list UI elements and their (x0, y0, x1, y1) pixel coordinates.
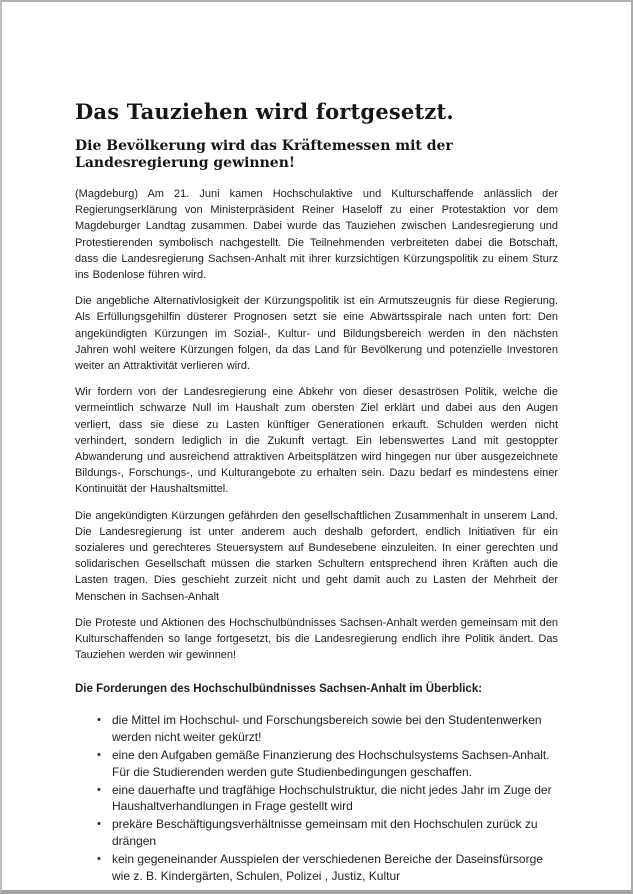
list-item (97, 712, 558, 746)
list-item-text: eine den Aufgaben gemäße Finanzierung des Hochschulsystems Sachsen-Anhalt. Für die Studierenden werden gute Studienbedingungen geschaffen. (112, 748, 550, 779)
list-item (97, 747, 558, 781)
paragraph-kuerzungspolitik: Die angebliche Alternativlosigkeit der Kürzungspolitik ist ein Armutszeugnis für diese Regierung. Als Erfüllungsgehilfin düsterer Prognosen setzt sie eine Abwärtsspirale nach unten fort: Den angekündigten Kürzungen im Sozial-, Kultur- und Bildungsbereich werden in den nächsten Jahren wohl weitere Kürzungen folgen, da das Land für Bevölkerung und potenzielle Investoren weiter an Attraktivität verlieren wird. (75, 295, 558, 373)
list-item-text: kein gegeneinander Ausspielen der verschiedenen Bereiche der Daseinsfürsorge wie z. B. Kindergärten, Schulen, Polizei , Justiz, Kultur (112, 851, 543, 883)
list-item-text: eine dauerhafte und tragfähige Hochschulstruktur, die nicht jedes Jahr im Zuge der Haushaltverhandlungen in Frage gestellt wird (112, 782, 552, 814)
document-subtitle: Die Bevölkerung wird das Kräftemessen mit der Landesregierung gewinnen! (75, 138, 453, 171)
list-item (97, 816, 558, 850)
list-item (97, 782, 558, 816)
list-item (97, 851, 558, 885)
demands-list-heading: Die Forderungen des Hochschulbündnisses Sachsen-Anhalt im Überblick: (75, 683, 483, 696)
bullet-icon: • (97, 714, 101, 727)
paragraph-intro: (Magdeburg) Am 21. Juni kamen Hochschulaktive und Kulturschaffende anlässlich der Regierungserklärung von Ministerpräsident Reiner Haseloff zu einer Protestaktion vor dem Magdeburger Landtag zusammen. Dabei wurde das Tauziehen zwischen Landesregierung und Protestierenden symbolisch nachgestellt. Die Teilnehmenden verbreiteten dabei die Botschaft, dass die Landesregierung Sachsen-Anhalt mit ihrer kurzsichtigen Kürzungspolitik zu einem Sturz ins Bodenlose führen wird. (75, 188, 558, 282)
list-item-text: prekäre Beschäftigungsverhältnisse gemeinsam mit den Hochschulen zurück zu drängen (112, 817, 538, 849)
bullet-icon: • (97, 749, 101, 762)
paragraph-forderung-abkehr: Wir fordern von der Landesregierung eine Abkehr von dieser desaströsen Politik, welche die vermeintlich schwarze Null im Haushalt zum obersten Ziel erklärt und dabei aus den Augen verliert, dass sie diese zu Lasten künftiger Generationen erkauft. Schulden werden nicht verhindert, sondern lediglich in die Zukunft vertagt. Ein lebenswertes Land mit gestoppter Abwanderung und ausreichend attraktiven Arbeitsplätzen wird hingegen nur über ausgezeichnete Bildungs-, Forschungs-, und Kulturangebote zu erhalten sein. Dazu bedarf es mindestens einer Kontinuität der Haushaltsmittel. (75, 386, 558, 496)
paragraph-proteste: Die Proteste und Aktionen des Hochschulbündnisses Sachsen-Anhalt werden gemeinsam mit den Kulturschaffenden so lange fortgesetzt, bis die Landesregierung endlich ihre Politik ändert. Das Tauziehen werden wir gewinnen! (75, 616, 558, 662)
paragraph-zusammenhalt: Die angekündigten Kürzungen gefährden den gesellschaftlichen Zusammenhalt in unserem Land. Die Landesregierung ist unter anderem auch deshalb gefordert, endlich Initiativen für ein sozialeres und gerechteres Steuersystem auf Bundesebene einzuleiten. In einer gerechten und solidarischen Gesellschaft müssen die starken Schultern entsprechend ihren Kräften auch die Lasten tragen. Dies geschieht zurzeit nicht und geht damit auch zu Lasten der Mehrheit der Menschen in Sachsen-Anhalt (75, 509, 558, 603)
list-item-text: die Mittel im Hochschul- und Forschungsbereich sowie bei den Studentenwerken werden nicht weiter gekürzt! (112, 713, 542, 745)
bullet-icon: • (97, 818, 101, 831)
bullet-icon: • (97, 783, 101, 796)
demands-list (75, 712, 558, 884)
bullet-icon: • (97, 852, 101, 865)
document-title: Das Tauziehen wird fortgesetzt. (75, 99, 454, 124)
